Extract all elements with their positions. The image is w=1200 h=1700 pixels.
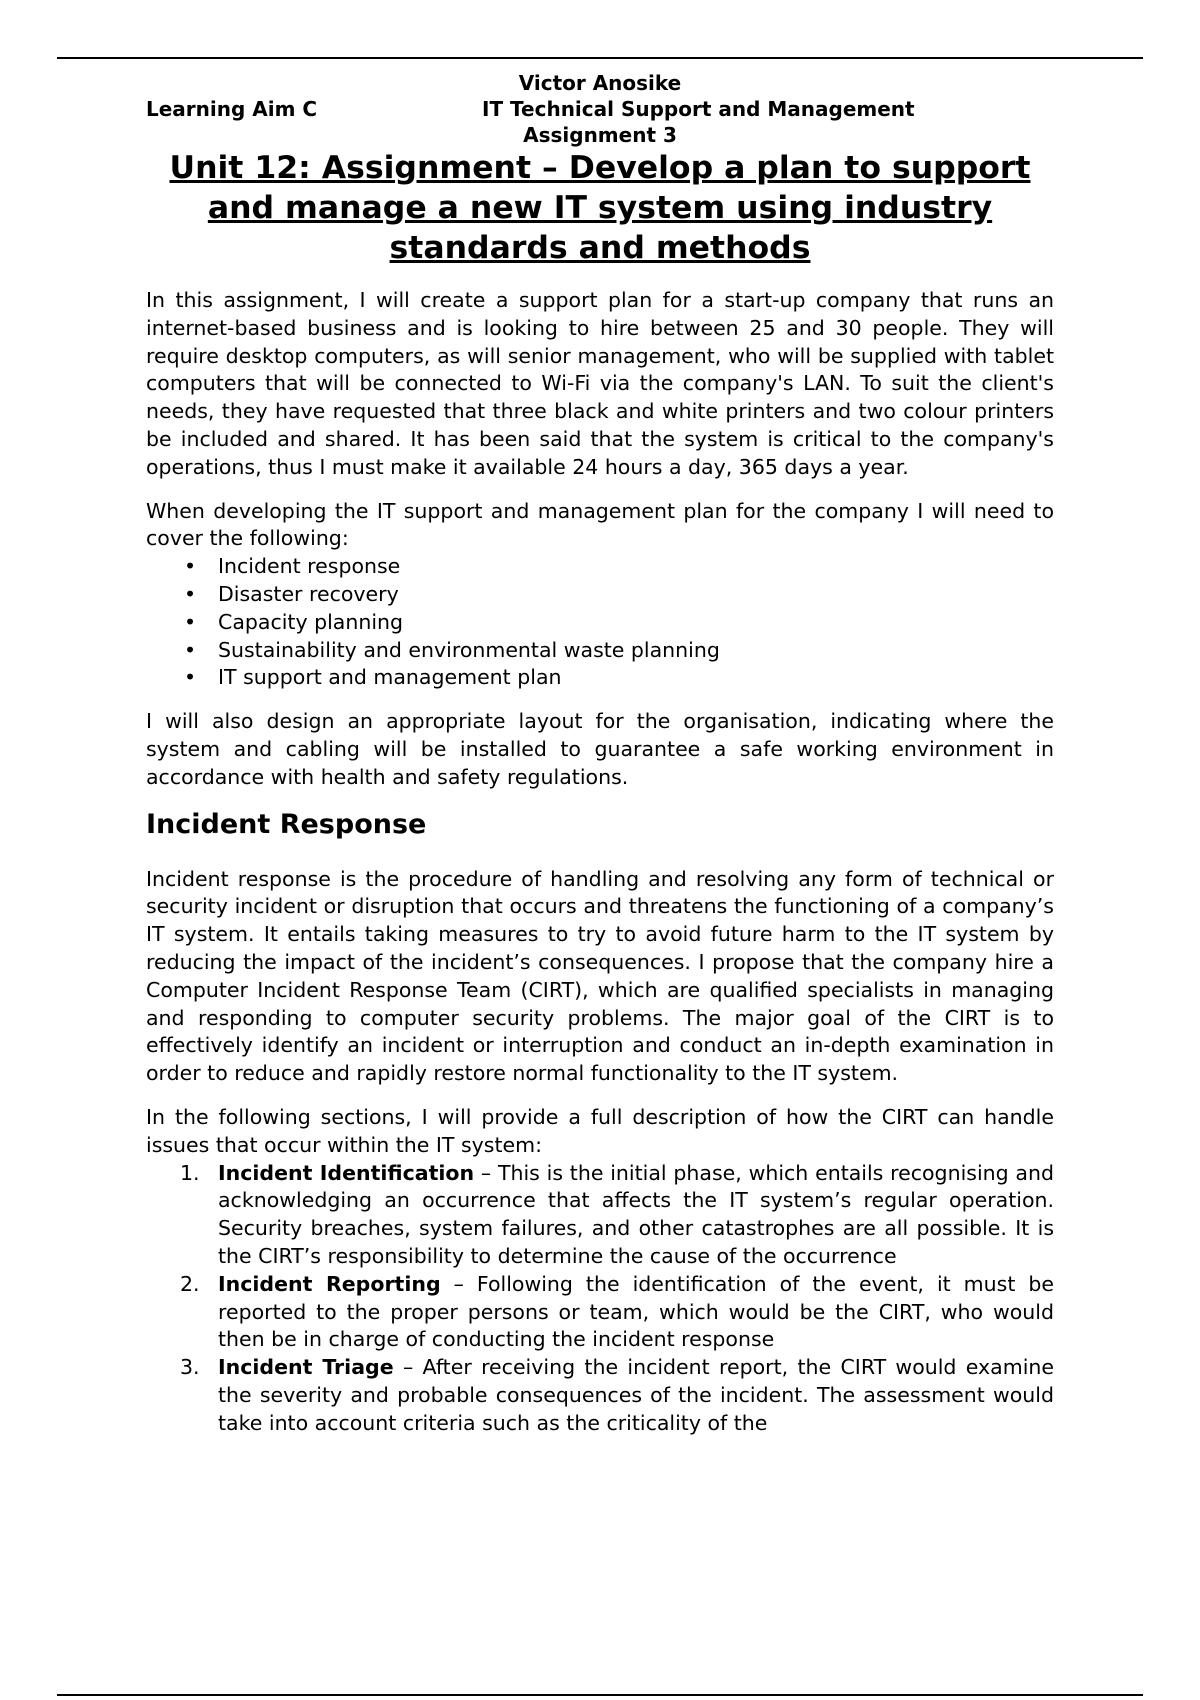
steps-list (146, 1160, 1054, 1438)
author-name: Victor Anosike (518, 71, 682, 95)
steps-intro: In the following sections, I will provide a full description of how the CIRT can handle issues that occur within the IT system: (146, 1104, 1054, 1157)
step-number: 2. (180, 1271, 200, 1296)
step-text: – This is the initial phase, which entails recognising and acknowledging an occurrence that affects the IT system’s regular operation. Security breaches, system failures, and other catastrophes are all possible. It is the CIRT’s responsibility to determine the cause of the occurrence (218, 1160, 1055, 1268)
document-header (146, 70, 1054, 148)
assignment-number: Assignment 3 (523, 123, 677, 147)
intro-paragraph: In this assignment, I will create a support plan for a start-up company that runs an internet-based business and is looking to hire between 25 and 30 people. They will require desktop computers, as will senior management, who will be supplied with tablet computers that will be connected to Wi-Fi via the company's LAN. To suit the client's needs, they have requested that three black and white printers and two colour printers be included and shared. It has been said that the system is critical to the company's operations, thus I must make it available 24 hours a day, 365 days a year. (146, 288, 1054, 479)
step-term: Incident Reporting (218, 1271, 441, 1296)
course-title: IT Technical Support and Management (482, 97, 915, 121)
step-term: Incident Identification (218, 1160, 475, 1185)
list-item (146, 1271, 1054, 1354)
list-item: • IT support and management plan (146, 664, 1054, 692)
list-item (146, 1160, 1054, 1271)
layout-paragraph: I will also design an appropriate layout for the organisation, indicating where the system and cabling will be installed to guarantee a safe working environment in accordance with health and safety regulations. (146, 709, 1054, 789)
list-item: • Disaster recovery (146, 581, 1054, 609)
learning-aim: Learning Aim C (146, 97, 318, 121)
step-number: 1. (180, 1160, 200, 1185)
incident-paragraph: Incident response is the procedure of handling and resolving any form of technical or security incident or disruption that occurs and threatens the functioning of a company’s IT system. It entails taking measures to try to avoid future harm to the IT system by reducing the impact of the incident’s consequences. I propose that the company hire a Computer Incident Response Team (CIRT), which are qualified specialists in managing and responding to computer security problems. The major goal of the CIRT is to effectively identify an incident or interruption and conduct an in-depth examination in order to reduce and rapidly restore normal functionality to the IT system. (146, 866, 1054, 1086)
document-body (146, 287, 1054, 1437)
section-heading: Incident Response (146, 808, 427, 840)
plan-list (146, 553, 1054, 692)
list-item (146, 1354, 1054, 1437)
step-text: – After receiving the incident report, the CIRT would examine the severity and probable consequences of the incident. The assessment would take into account criteria such as the criticality of the (218, 1355, 1054, 1435)
header-rule (57, 57, 1143, 59)
document-title: Unit 12: Assignment – Develop a plan to support and manage a new IT system using industry standards and methods (169, 150, 1031, 266)
step-text: – Following the identification of the event, it must be reported to the proper persons or team, which would be the CIRT, who would then be in charge of conducting the incident response (218, 1271, 1054, 1352)
plan-intro: When developing the IT support and management plan for the company I will need to cover the following: (146, 498, 1054, 551)
step-number: 3. (180, 1355, 200, 1380)
list-item: • Sustainability and environmental waste planning (146, 637, 1054, 665)
list-item: • Capacity planning (146, 609, 1054, 637)
list-item: • Incident response (146, 553, 1054, 581)
step-term: Incident Triage (218, 1355, 394, 1380)
footer-rule (57, 1694, 1143, 1696)
